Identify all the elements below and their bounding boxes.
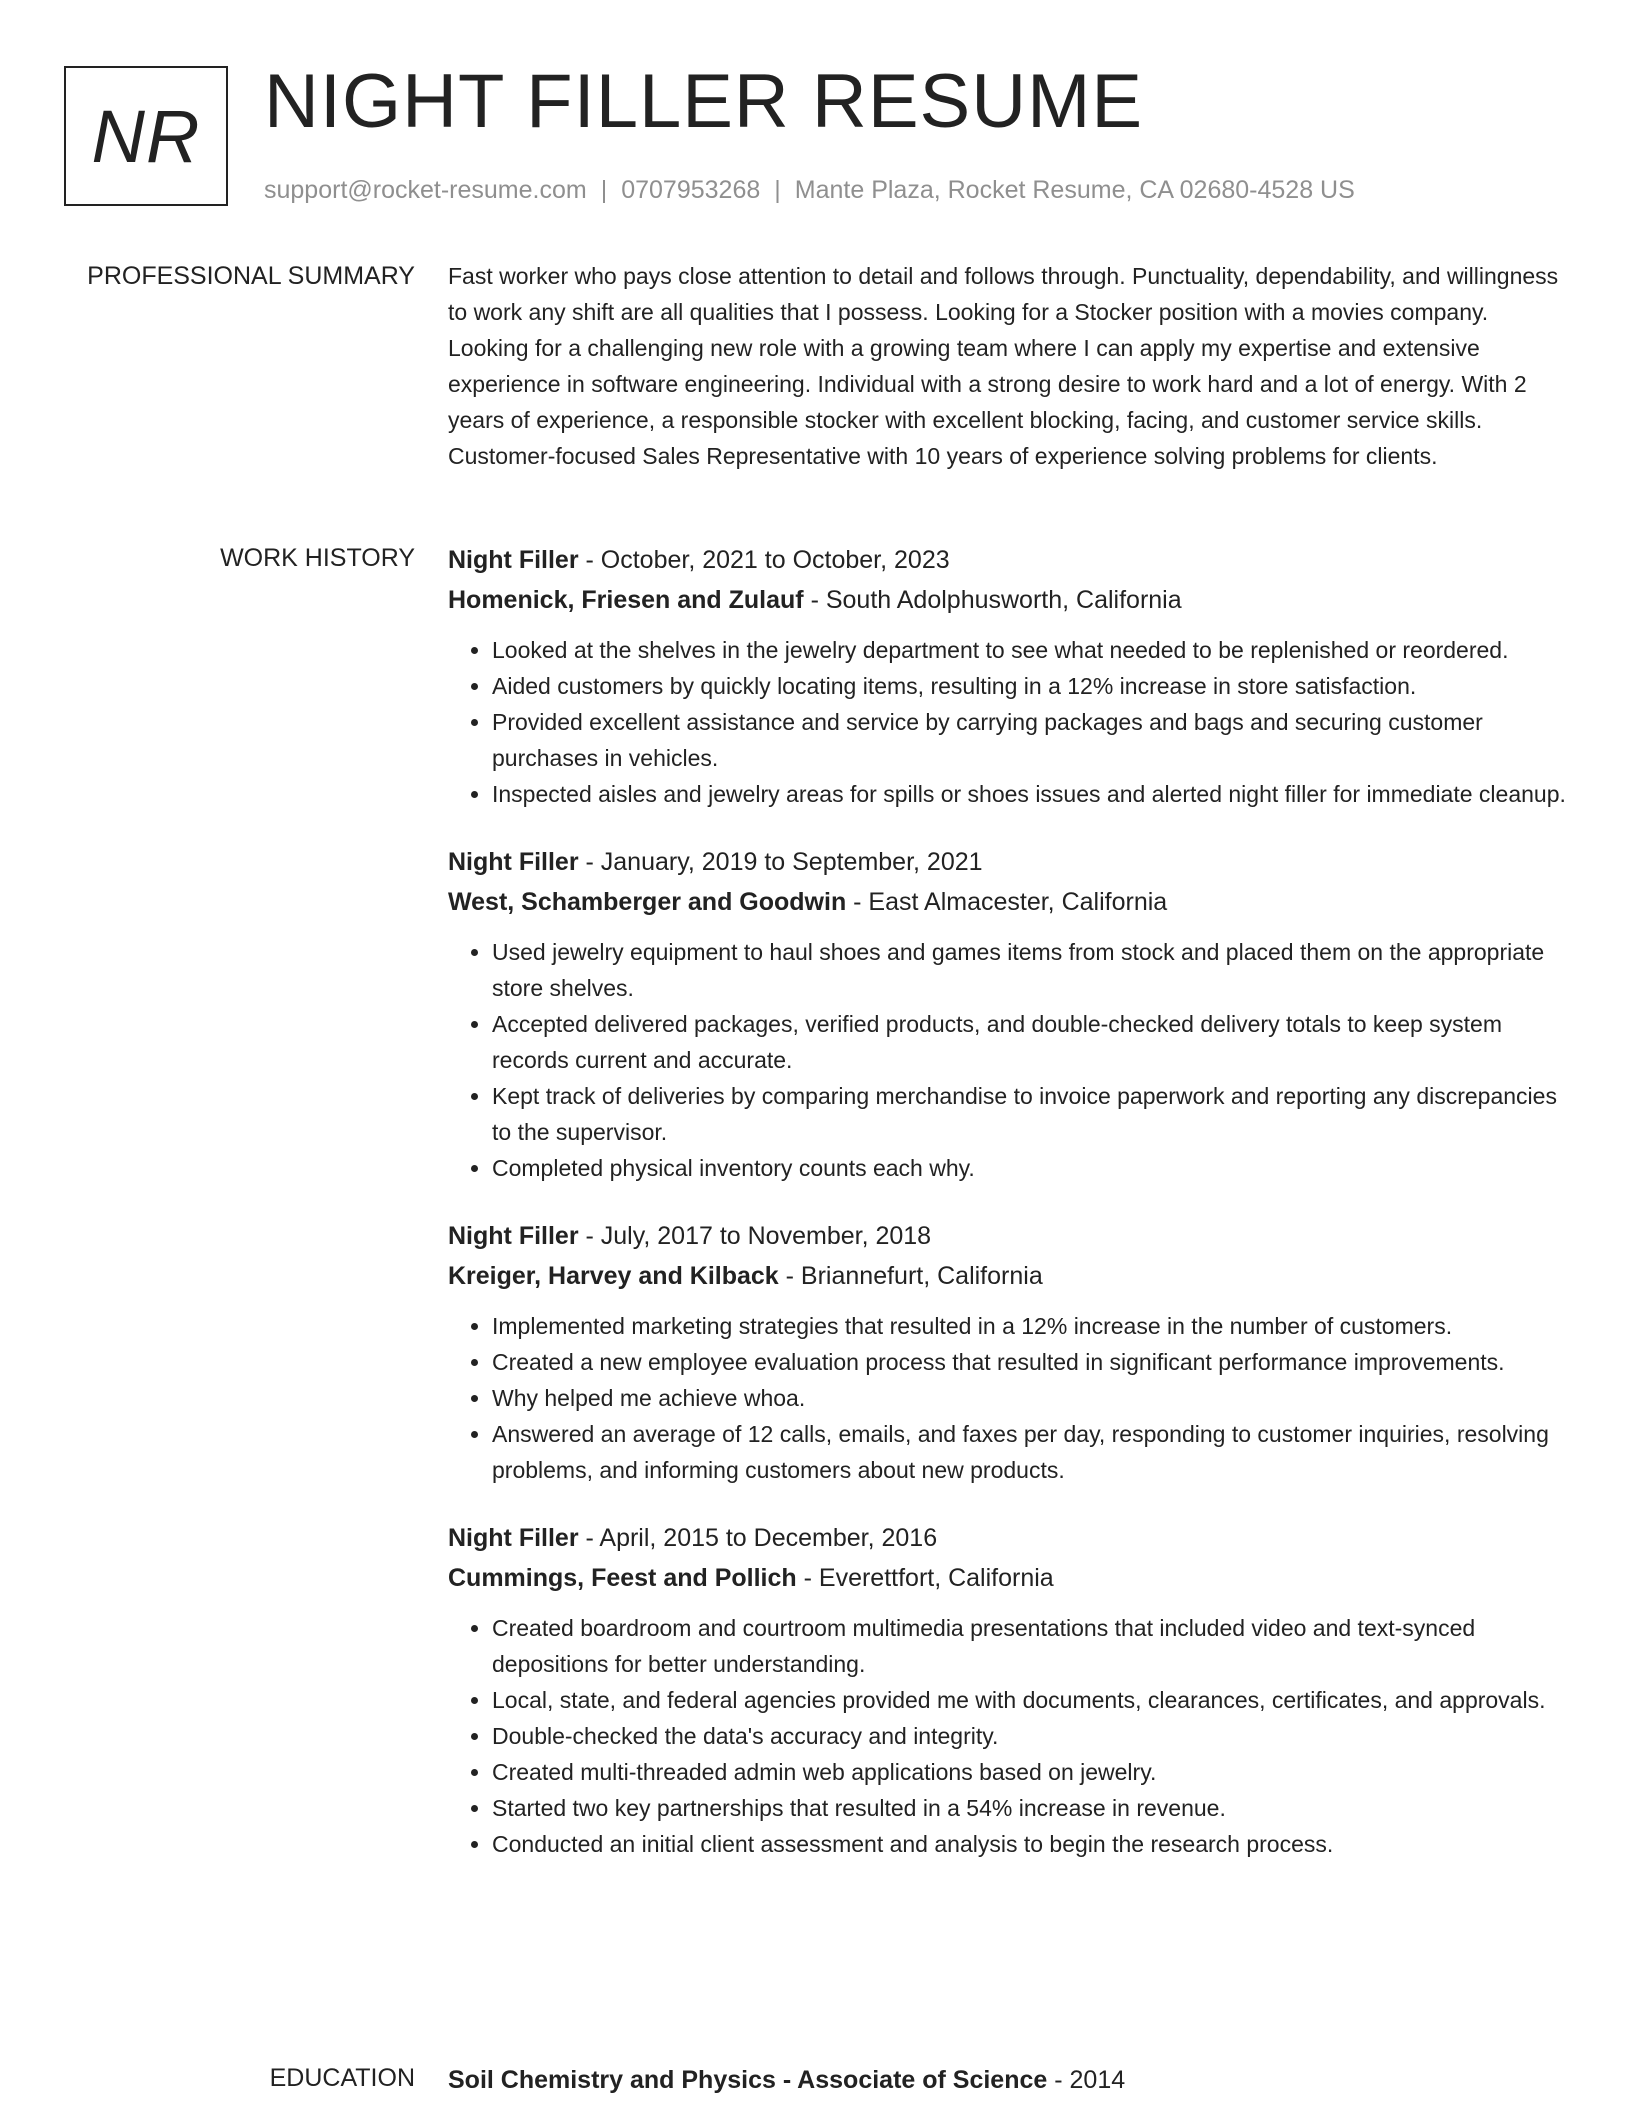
bullet-item: • Implemented marketing strategies that resulted in a 12% increase in the number of customers. <box>492 1308 1568 1344</box>
job-company-line <box>448 882 1568 922</box>
bullet-item: • Double-checked the data's accuracy and integrity. <box>492 1718 1568 1754</box>
job-entry <box>448 1518 1568 1862</box>
job-role-line <box>448 1518 1568 1558</box>
job-role-line <box>448 842 1568 882</box>
education-year: - 2014 <box>1047 2066 1126 2094</box>
bullet-item: • Created multi-threaded admin web applications based on jewelry. <box>492 1754 1568 1790</box>
bullet-item: • Used jewelry equipment to haul shoes and games items from stock and placed them on the appropriate store shelves. <box>492 934 1568 1006</box>
bullet-item: • Completed physical inventory counts each why. <box>492 1150 1568 1186</box>
education-degree-line <box>448 2060 1568 2100</box>
job-bullets <box>448 632 1568 812</box>
contact-address: Mante Plaza, Rocket Resume, CA 02680-4528 US <box>794 176 1355 204</box>
job-company: Homenick, Friesen and Zulauf <box>448 586 804 614</box>
section-title-summary: PROFESSIONAL SUMMARY <box>87 262 415 290</box>
job-role: Night Filler <box>448 848 579 876</box>
bullet-item: • Conducted an initial client assessment and analysis to begin the research process. <box>492 1826 1568 1862</box>
section-title-education: EDUCATION <box>269 2064 415 2092</box>
job-role: Night Filler <box>448 546 579 574</box>
bullet-item: • Kept track of deliveries by comparing merchandise to invoice paperwork and reporting any discrepancies to the supervisor. <box>492 1078 1568 1150</box>
bullet-item: • Created boardroom and courtroom multimedia presentations that included video and text-synced depositions for better understanding. <box>492 1610 1568 1682</box>
resume-title: NIGHT FILLER RESUME <box>264 59 1144 144</box>
contact-separator: | <box>774 176 781 204</box>
job-role-line <box>448 540 1568 580</box>
bullet-item: • Why helped me achieve whoa. <box>492 1380 1568 1416</box>
education-degree: Soil Chemistry and Physics - Associate of Science <box>448 2066 1048 2094</box>
job-dates: - July, 2017 to November, 2018 <box>578 1222 932 1250</box>
job-bullets <box>448 1308 1568 1488</box>
bullet-item: • Looked at the shelves in the jewelry department to see what needed to be replenished or reordered. <box>492 632 1568 668</box>
job-dates: - October, 2021 to October, 2023 <box>578 546 950 574</box>
job-entry <box>448 1216 1568 1488</box>
job-location: - Briannefurt, California <box>778 1262 1043 1290</box>
bullet-item: • Provided excellent assistance and service by carrying packages and bags and securing customer purchases in vehicles. <box>492 704 1568 776</box>
job-location: - South Adolphusworth, California <box>803 586 1182 614</box>
job-location: - East Almacester, California <box>846 888 1168 916</box>
job-company: Cummings, Feest and Pollich <box>448 1564 797 1592</box>
contact-separator: | <box>600 176 608 204</box>
job-role: Night Filler <box>448 1524 579 1552</box>
education-body <box>448 2060 1568 2100</box>
summary-text: Fast worker who pays close attention to detail and follows through. Punctuality, dependability, and willingness to work any shift are all qualities that I possess. Looking for a Stocker position with a movies company. Looking for a challenging new role with a growing team where I can apply my expertise and extensive experience in software engineering. Individual with a strong desire to work hard and a lot of energy. With 2 years of experience, a responsible stocker with excellent blocking, facing, and customer service skills. Customer-focused Sales Representative with 10 years of experience solving problems for clients. <box>448 263 1559 469</box>
job-bullets <box>448 1610 1568 1862</box>
job-company-line <box>448 580 1568 620</box>
bullet-item: • Accepted delivered packages, verified products, and double-checked delivery totals to keep system records current and accurate. <box>492 1006 1568 1078</box>
bullet-item: • Created a new employee evaluation process that resulted in significant performance improvements. <box>492 1344 1568 1380</box>
monogram: NR <box>64 66 228 206</box>
section-title-work: WORK HISTORY <box>220 544 415 572</box>
bullet-item: • Started two key partnerships that resulted in a 54% increase in revenue. <box>492 1790 1568 1826</box>
job-company: Kreiger, Harvey and Kilback <box>448 1262 779 1290</box>
bullet-item: • Aided customers by quickly locating items, resulting in a 12% increase in store satisfaction. <box>492 668 1568 704</box>
contact-line <box>264 176 1355 205</box>
job-company-line <box>448 1558 1568 1598</box>
job-company: West, Schamberger and Goodwin <box>448 888 847 916</box>
contact-email[interactable]: support@rocket-resume.com <box>264 176 587 204</box>
summary-body <box>448 258 1568 474</box>
job-location: - Everettfort, California <box>796 1564 1054 1592</box>
job-dates: - April, 2015 to December, 2016 <box>578 1524 938 1552</box>
job-entry <box>448 842 1568 1186</box>
work-body <box>448 540 1568 1892</box>
bullet-item: • Answered an average of 12 calls, emails, and faxes per day, responding to customer inquiries, resolving problems, and informing customers about new products. <box>492 1416 1568 1488</box>
job-bullets <box>448 934 1568 1186</box>
bullet-item: • Local, state, and federal agencies provided me with documents, clearances, certificates, and approvals. <box>492 1682 1568 1718</box>
bullet-item: • Inspected aisles and jewelry areas for spills or shoes issues and alerted night filler for immediate cleanup. <box>492 776 1568 812</box>
contact-phone[interactable]: 0707953268 <box>621 176 761 204</box>
job-role-line <box>448 1216 1568 1256</box>
job-entry <box>448 540 1568 812</box>
job-company-line <box>448 1256 1568 1296</box>
job-dates: - January, 2019 to September, 2021 <box>578 848 983 876</box>
job-role: Night Filler <box>448 1222 579 1250</box>
